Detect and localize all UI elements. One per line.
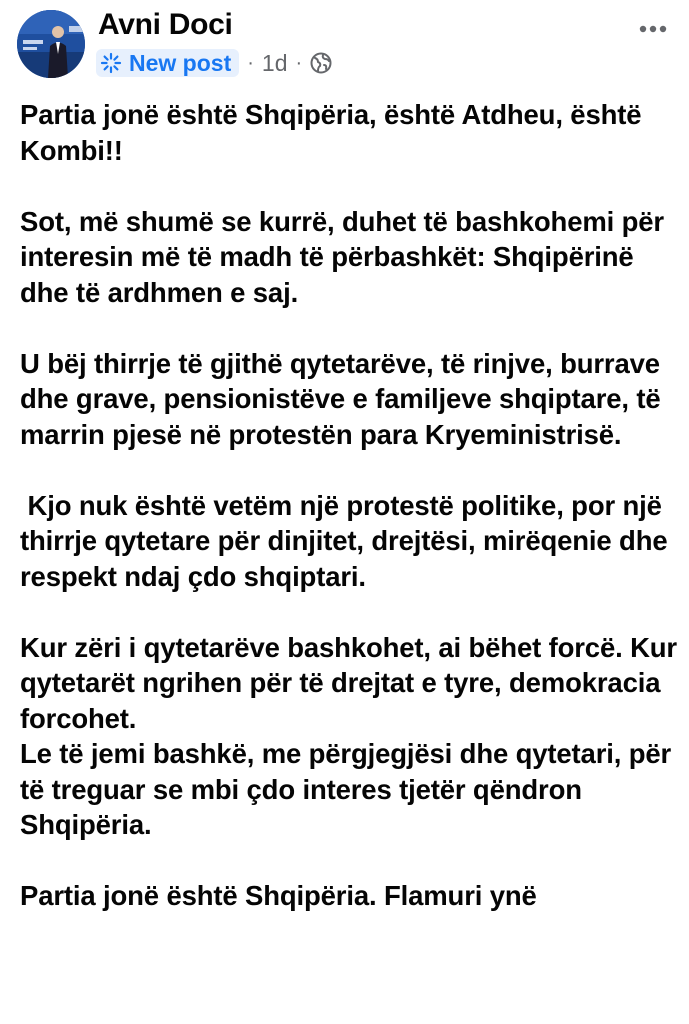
post-paragraph: Partia jonë është Shqipëria. Flamuri ynë	[20, 880, 537, 911]
post-paragraph: Kur zëri i qytetarëve bashkohet, ai bëhet forcë. Kur qytetarët ngrihen për të drejtat e tyre, demokracia forcohet.	[20, 631, 685, 734]
post-paragraph	[20, 452, 680, 488]
post-paragraph	[20, 594, 680, 630]
post-paragraph: Kjo nuk është vetëm një protestë politike, por një thirrje qytetare për dinjitet, drejtësi, mirëqenie dhe respekt ndaj çdo shqiptari.	[20, 489, 675, 592]
post-paragraph	[20, 843, 680, 879]
new-post-badge	[96, 49, 239, 77]
post-paragraph	[20, 310, 680, 346]
meta-separator: ·	[247, 51, 254, 74]
sparkle-icon	[100, 52, 122, 74]
avatar-image	[17, 10, 85, 78]
post-text	[20, 97, 685, 914]
author-name[interactable]: Avni Doci	[98, 8, 233, 41]
more-options-icon[interactable]	[633, 14, 673, 44]
post-paragraph	[20, 168, 680, 204]
post-paragraph: U bëj thirrje të gjithë qytetarëve, të rinjve, burrave dhe grave, pensionistëve e familjeve shqiptare, të marrin pjesë në protestën para Kryeministrisë.	[20, 347, 669, 450]
badge-label: New post	[129, 49, 232, 76]
avatar[interactable]	[17, 10, 85, 78]
post-time[interactable]: 1d	[261, 49, 288, 76]
post-header	[0, 0, 689, 90]
meta-separator: ·	[295, 51, 303, 74]
post-paragraph: Partia jonë është Shqipëria, është Atdheu, është Kombi!!	[20, 99, 649, 166]
globe-icon[interactable]	[310, 52, 332, 74]
post-meta	[96, 48, 332, 78]
post-paragraph: Sot, më shumë se kurrë, duhet të bashkohemi për interesin më të madh të përbashkët: Shqipërinë dhe të ardhmen e saj.	[20, 205, 672, 308]
post-paragraph: Le të jemi bashkë, me përgjegjësi dhe qytetari, për të treguar se mbi çdo interes tjetër qëndron Shqipëria.	[20, 738, 679, 840]
